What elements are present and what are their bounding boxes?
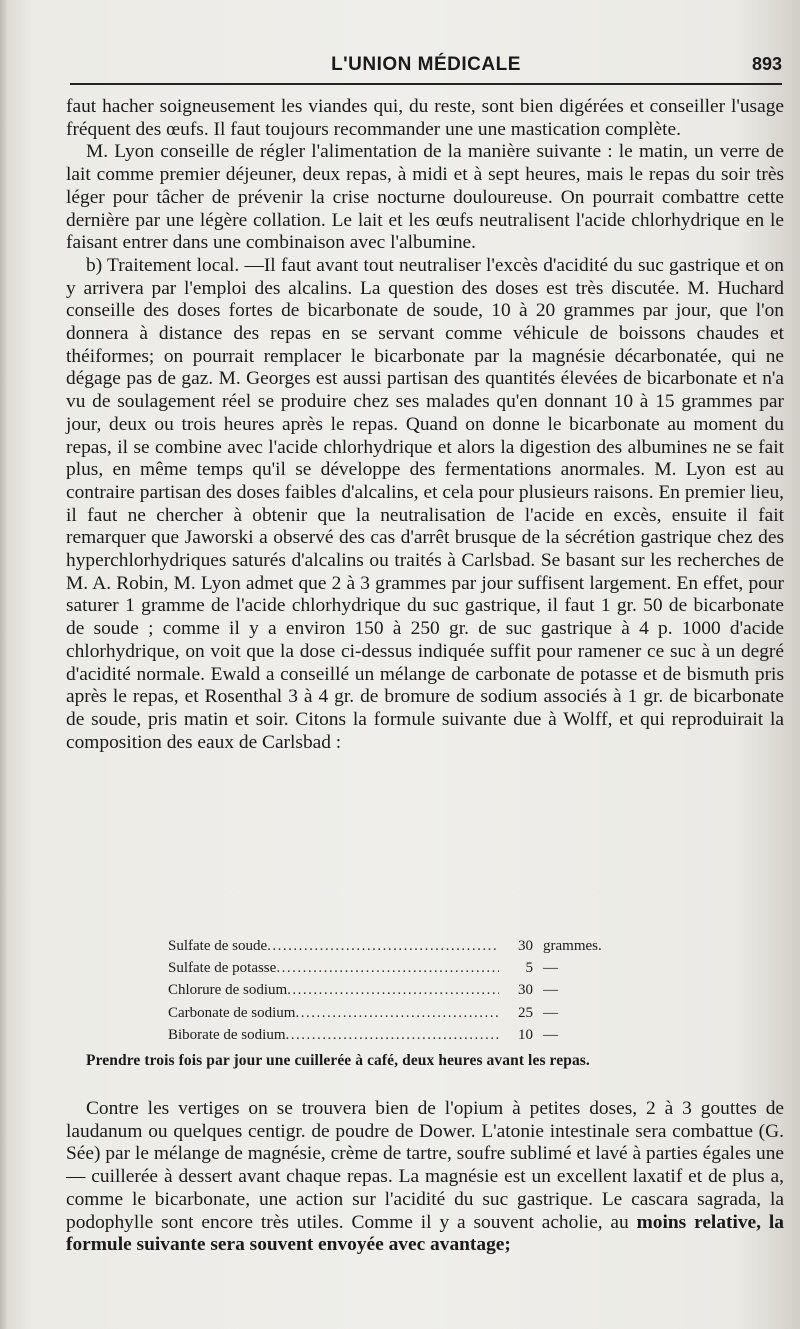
ingredient-unit: — — [543, 1004, 558, 1021]
main-text — [66, 96, 784, 754]
ingredient-name: Carbonate de sodium — [168, 1004, 296, 1021]
ingredient-unit: — — [543, 960, 558, 977]
leader-dots — [267, 935, 499, 957]
leader-dots — [295, 1002, 499, 1024]
leader-dots — [276, 957, 499, 979]
ingredient-name: Chlorure de sodium — [168, 982, 288, 999]
paragraph-text: Contre les vertiges on se trouvera bien de l'opium à petites doses, 2 à 3 gouttes de laudanum ou quelques centigr. de poudre de Dower. L'atonie intestinale sera combattue (G. Sée) par le mélange de magnésie, crème de tartre, soufre sublimé et lavé à parties égales une — cuillerée à dessert avant chaque repas. La magnésie est un excellent laxatif et de plus a, comme le bicarbonate, une action sur l'acidité du suc gastrique. Le cascara sagrada, la podophylle sont encore très utiles. Comme il y a souvent acholie, au — [66, 1098, 784, 1233]
closing-text — [66, 1098, 784, 1257]
leader-dots — [285, 1024, 499, 1046]
paragraph — [66, 1098, 784, 1257]
paragraph: b) Traitement local. —Il faut avant tout neutraliser l'excès d'acidité du suc gastrique et on y arrivera par l'emploi des alcalins. La question des doses est très discutée. M. Huchard conseille des doses fortes de bicarbonate de soude, 10 à 20 grammes par jour, que l'on donnera à distance des repas en se servant comme véhicule de boissons chaudes et théiformes; on pourrait remplacer le bicarbonate par la magnésie décarbonatée, qui ne dégage pas de gaz. M. Georges est aussi partisan des quantités élevées de bicarbonate et n'a vu de soulagement réel se produire chez ses malades qu'en donnant 10 à 15 grammes par jour, deux ou trois heures après le repas. Quand on donne le bicarbonate au moment du repas, il se combine avec l'acide chlorhydrique et alors la digestion des albumines ne se fait plus, en même temps qu'il se développe des fermentations anormales. M. Lyon est au contraire partisan des doses faibles d'alcalins, et cela pour plusieurs raisons. En premier lieu, il faut ne chercher à obtenir que la neutralisation de l'acide en excès, ensuite il fait remarquer que Jaworski a observé des cas d'arrêt brusque de la sécrétion gastrique chez des hyperchlorhydriques saturés d'alcalins ou traités à Carlsbad. Se basant sur les recherches de M. A. Robin, M. Lyon admet que 2 à 3 grammes par jour suffisent largement. En effet, pour saturer 1 gramme de l'acide chlorhydrique du suc gastrique, il faut 1 gr. 50 de bicarbonate de soude ; comme il y a environ 150 à 250 gr. de suc gastrique à 4 p. 1000 d'acide chlorhydrique, on voit que la dose ci-dessus indiquée suffit pour ramener ce suc à un degré d'acidité normale. Ewald a conseillé un mélange de carbonate de potasse et de bismuth pris après le repas, et Rosenthal 3 à 4 gr. de bromure de sodium associés à 1 gr. de bicarbonate de soude, pris matin et soir. Citons la formule suivante due à Wolff, et qui reproduirait la composition des eaux de Carlsbad : — [66, 254, 784, 753]
leader-dots — [287, 979, 499, 1001]
page-header — [70, 48, 782, 88]
formula-row — [168, 935, 648, 957]
ingredient-quantity: 5 — [525, 960, 533, 977]
ingredient-quantity: 25 — [518, 1004, 533, 1021]
formula-row — [168, 957, 648, 979]
formula-instruction: Prendre trois fois par jour une cuillerée à café, deux heures avant les repas. — [86, 1052, 590, 1069]
formula-table — [168, 935, 648, 1046]
running-title: L'UNION MÉDICALE — [331, 54, 521, 75]
formula-row — [168, 1002, 648, 1024]
ingredient-name: Sulfate de soude — [168, 938, 268, 954]
paragraph-last-line: moins relative, la formule suivante sera souvent envoyée avec avantage; — [66, 1211, 784, 1256]
header-rule — [70, 83, 782, 85]
page-binding-shadow — [0, 0, 8, 1329]
ingredient-quantity: 30 — [518, 982, 533, 999]
ingredient-unit: grammes. — [543, 938, 602, 954]
paragraph: faut hacher soigneusement les viandes qui, du reste, sont bien digérées et conseiller l'usage fréquent des œufs. Il faut toujours recommander une une mastication complète. — [66, 96, 784, 140]
ingredient-unit: — — [543, 982, 558, 999]
formula-row — [168, 1024, 648, 1046]
formula-row — [168, 979, 648, 1001]
paragraph: M. Lyon conseille de régler l'alimentation de la manière suivante : le matin, un verre de lait comme premier déjeuner, deux repas, à midi et à sept heures, mais le repas du soir très léger pour tâcher de prévenir la crise nocturne douloureuse. On pourrait combattre cette dernière par une légère collation. Le lait et les œufs neutralisent l'acide chlorhydrique en le faisant entrer dans une combinaison avec l'albumine. — [66, 141, 784, 254]
ingredient-quantity: 30 — [518, 938, 533, 954]
ingredient-unit: — — [543, 1026, 558, 1043]
page-number: 893 — [751, 54, 782, 74]
ingredient-name: Sulfate de potasse — [168, 960, 277, 977]
ingredient-name: Biborate de sodium — [168, 1026, 286, 1043]
ingredient-quantity: 10 — [518, 1026, 533, 1043]
